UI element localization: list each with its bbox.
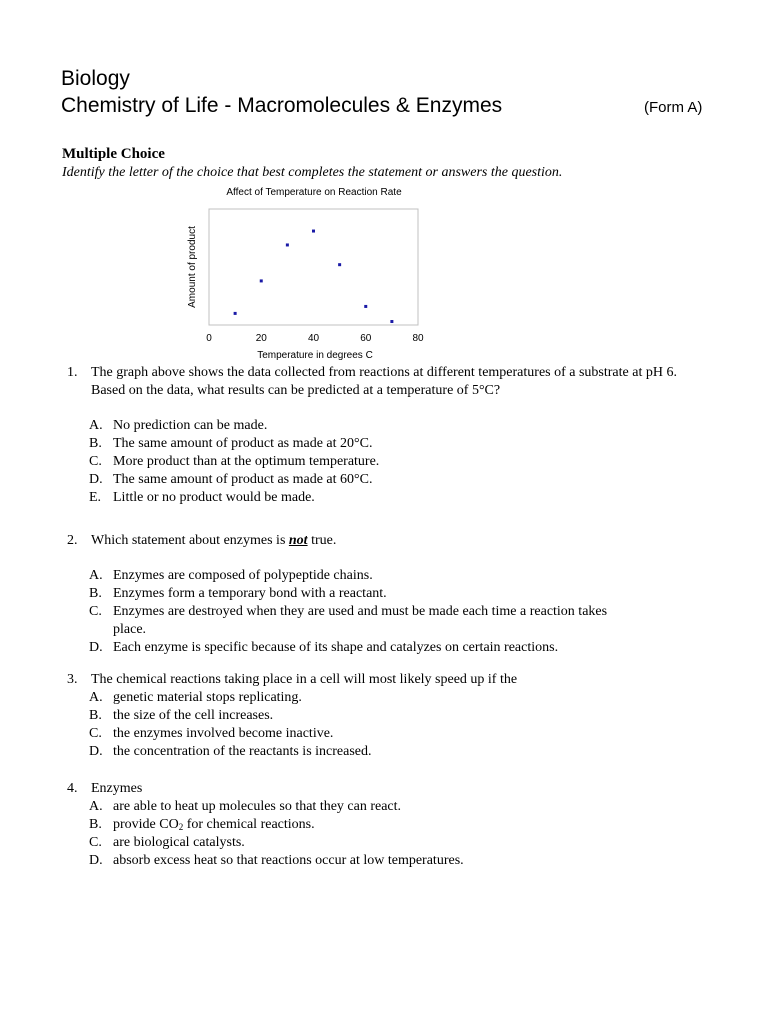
option-b[interactable] [67, 435, 707, 453]
option-text: genetic material stops replicating. [113, 690, 302, 705]
option-d[interactable] [67, 743, 707, 761]
option-letter: A. [89, 568, 103, 583]
option-text: the enzymes involved become inactive. [113, 726, 334, 741]
option-letter: D. [89, 744, 103, 759]
option-a[interactable] [67, 689, 707, 707]
option-letter: B. [89, 817, 102, 832]
chart-xlabel: Temperature in degrees C [257, 350, 373, 361]
option-text [113, 817, 315, 832]
option-d[interactable] [67, 852, 707, 870]
data-point [312, 230, 315, 233]
x-tick-label: 80 [412, 333, 424, 344]
option-text: the concentration of the reactants is increased. [113, 744, 372, 759]
question-3 [67, 671, 707, 761]
question-number: 1. [67, 365, 78, 380]
option-b[interactable] [67, 816, 707, 834]
option-text-start: provide CO [113, 817, 179, 832]
data-point [364, 305, 367, 308]
question-text: The chemical reactions taking place in a cell will most likely speed up if the [91, 672, 518, 687]
section-heading: Multiple Choice [62, 146, 165, 162]
data-points [234, 230, 394, 323]
option-e[interactable] [67, 489, 707, 507]
form-label: (Form A) [644, 99, 703, 116]
question-text-end: true. [307, 533, 337, 548]
option-letter: C. [89, 604, 102, 619]
option-text: The same amount of product as made at 20°C. [113, 436, 373, 451]
x-tick-label: 20 [255, 333, 267, 344]
question-text-start: Which statement about enzymes is [91, 533, 289, 548]
option-b[interactable] [67, 707, 707, 725]
option-c[interactable] [67, 834, 707, 852]
subscript-2: 2 [178, 822, 184, 832]
option-d[interactable] [67, 471, 707, 489]
data-point [338, 263, 341, 266]
x-tick-label: 60 [360, 333, 372, 344]
page-title: Chemistry of Life - Macromolecules & Enzymes [61, 94, 503, 117]
plot-frame [209, 209, 418, 325]
question-text: Enzymes [91, 781, 143, 796]
question-number: 4. [67, 781, 78, 796]
option-text: Enzymes form a temporary bond with a reactant. [113, 586, 387, 601]
x-tick-label: 40 [307, 333, 320, 344]
option-c[interactable] [67, 453, 707, 471]
question-2 [67, 532, 707, 657]
option-letter: D. [89, 853, 103, 868]
question-number: 2. [67, 533, 78, 548]
option-letter: C. [89, 835, 102, 850]
chart-ylabel: Amount of product [187, 226, 198, 308]
option-letter: C. [89, 454, 102, 469]
option-letter: A. [89, 418, 103, 433]
option-a[interactable] [67, 417, 707, 435]
data-point [260, 279, 263, 282]
option-text: the size of the cell increases. [113, 708, 274, 723]
question-text: The graph above shows the data collected from reactions at different temperatures of a substrate at pH 6. Based on the data, what results can be predicted at a temperature of 5°C? [91, 365, 677, 398]
question-number: 3. [67, 672, 78, 687]
option-text: Enzymes are composed of polypeptide chains. [113, 568, 373, 583]
option-letter: A. [89, 799, 103, 814]
option-text: No prediction can be made. [113, 418, 268, 433]
option-c[interactable] [67, 725, 707, 743]
option-a[interactable] [67, 567, 707, 585]
option-text: Little or no product would be made. [113, 490, 315, 505]
data-point [390, 320, 393, 323]
option-letter: B. [89, 586, 102, 601]
x-tick-labels [206, 333, 424, 344]
section-instructions: Identify the letter of the choice that best completes the statement or answers the question. [62, 165, 563, 180]
option-c[interactable] [67, 603, 633, 639]
option-text-end: for chemical reactions. [183, 817, 315, 832]
option-text: Each enzyme is specific because of its shape and catalyzes on certain reactions. [113, 640, 559, 655]
option-letter: B. [89, 708, 102, 723]
option-b[interactable] [67, 585, 707, 603]
emphasis-not: not [288, 533, 308, 548]
x-tick-label: 0 [206, 333, 212, 344]
option-text: The same amount of product as made at 60°C. [113, 472, 373, 487]
question-text [91, 532, 707, 550]
question-1 [67, 364, 707, 507]
data-point [286, 243, 289, 246]
option-letter: B. [89, 436, 102, 451]
option-text: absorb excess heat so that reactions occur at low temperatures. [113, 853, 464, 868]
temperature-reaction-chart [176, 181, 436, 367]
question-4 [67, 780, 707, 870]
option-text: are able to heat up molecules so that they can react. [113, 799, 402, 814]
subject-title: Biology [61, 67, 130, 90]
option-letter: C. [89, 726, 102, 741]
option-letter: E. [89, 490, 102, 505]
option-letter: D. [89, 640, 103, 655]
option-text: Enzymes are destroyed when they are used and must be made each time a reaction takes place. [113, 604, 608, 637]
option-text: are biological catalysts. [113, 835, 245, 850]
chart-title: Affect of Temperature on Reaction Rate [226, 187, 402, 198]
option-text: More product than at the optimum temperature. [113, 454, 380, 469]
option-a[interactable] [67, 798, 707, 816]
option-d[interactable] [67, 639, 707, 657]
data-point [234, 312, 237, 315]
option-letter: A. [89, 690, 103, 705]
option-letter: D. [89, 472, 103, 487]
